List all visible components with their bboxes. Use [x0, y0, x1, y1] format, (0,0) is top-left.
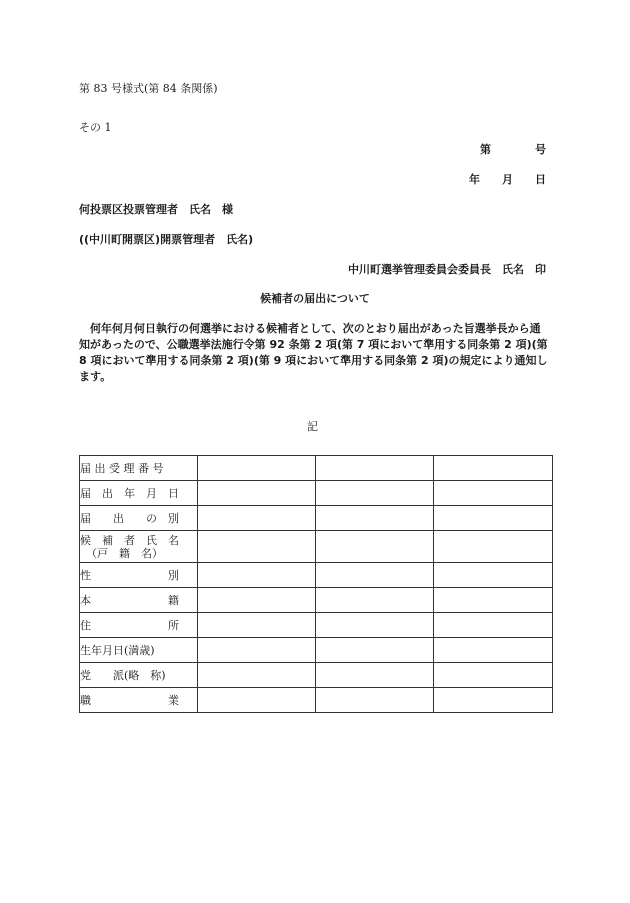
table-cell[interactable] — [316, 613, 434, 638]
row-label — [80, 588, 198, 613]
row-label-text: 住 所 — [80, 618, 179, 632]
row-label — [80, 481, 198, 506]
candidate-table — [79, 455, 553, 713]
table-cell[interactable] — [316, 638, 434, 663]
row-label-text: 党 派(略 称) — [80, 668, 166, 682]
row-label — [80, 563, 198, 588]
row-label — [80, 506, 198, 531]
table-cell[interactable] — [316, 588, 434, 613]
part-label: その 1 — [79, 121, 112, 134]
table-row — [80, 481, 553, 506]
table-cell[interactable] — [198, 481, 316, 506]
row-label-subtext: （戸 籍 名） — [86, 546, 163, 560]
row-label — [80, 663, 198, 688]
row-label — [80, 688, 198, 713]
table-cell[interactable] — [434, 588, 553, 613]
row-label — [80, 638, 198, 663]
ki-marker: 記 — [307, 420, 318, 433]
row-label-text: 届 出 の 別 — [80, 511, 179, 525]
table-cell[interactable] — [316, 531, 434, 563]
table-cell[interactable] — [316, 563, 434, 588]
document-number: 第 号 — [480, 143, 546, 156]
table-row — [80, 663, 553, 688]
table-row — [80, 531, 553, 563]
table-row — [80, 588, 553, 613]
row-label-text: 届 出 年 月 日 — [80, 486, 179, 500]
row-label-text: 生年月日(満歳) — [80, 643, 155, 657]
row-label-text: 届 出 受 理 番 号 — [80, 461, 164, 475]
table-cell[interactable] — [198, 638, 316, 663]
table-cell[interactable] — [198, 531, 316, 563]
table-row — [80, 456, 553, 481]
table-cell[interactable] — [198, 506, 316, 531]
table-cell[interactable] — [316, 456, 434, 481]
table-cell[interactable] — [198, 663, 316, 688]
table-cell[interactable] — [434, 563, 553, 588]
row-label-text: 性 別 — [80, 568, 179, 582]
row-label — [80, 531, 198, 563]
table-cell[interactable] — [434, 613, 553, 638]
table-cell[interactable] — [434, 456, 553, 481]
sender: 中川町選挙管理委員会委員長 氏名 印 — [348, 263, 546, 276]
body-paragraph: 何年何月何日執行の何選挙における候補者として、次のとおり届出があった旨選挙長から通知があったので、公職選挙法施行令第 92 条第 2 項(第 7 項において準用する同条第 2 項)(第 8 項において準用する同条第 2 項)(第 9 項において準用する同条第 2 項)の規定により通知します。 — [79, 322, 548, 383]
table-cell[interactable] — [198, 688, 316, 713]
table-cell[interactable] — [198, 456, 316, 481]
addressee-line-2: ((中川町開票区)開票管理者 氏名) — [79, 233, 254, 246]
table-cell[interactable] — [198, 588, 316, 613]
table-cell[interactable] — [316, 506, 434, 531]
table-cell[interactable] — [434, 481, 553, 506]
table-cell[interactable] — [316, 481, 434, 506]
table-cell[interactable] — [198, 563, 316, 588]
row-label — [80, 613, 198, 638]
table-row — [80, 638, 553, 663]
addressee-line-1: 何投票区投票管理者 氏名 様 — [79, 203, 233, 216]
table-row — [80, 688, 553, 713]
table-cell[interactable] — [316, 688, 434, 713]
table-cell[interactable] — [434, 638, 553, 663]
table-cell[interactable] — [434, 688, 553, 713]
table-row — [80, 613, 553, 638]
row-label-text: 職 業 — [80, 693, 179, 707]
row-label-text: 本 籍 — [80, 593, 179, 607]
table-cell[interactable] — [434, 663, 553, 688]
document-date: 年 月 日 — [469, 173, 546, 186]
table-row — [80, 563, 553, 588]
table-cell[interactable] — [198, 613, 316, 638]
subject-title: 候補者の届出について — [260, 292, 370, 305]
table-row — [80, 506, 553, 531]
table-cell[interactable] — [434, 531, 553, 563]
table-cell[interactable] — [316, 663, 434, 688]
row-label — [80, 456, 198, 481]
row-label-text: 候 補 者 氏 名 — [80, 533, 179, 547]
table-cell[interactable] — [434, 506, 553, 531]
form-number: 第 83 号様式(第 84 条関係) — [79, 82, 218, 95]
